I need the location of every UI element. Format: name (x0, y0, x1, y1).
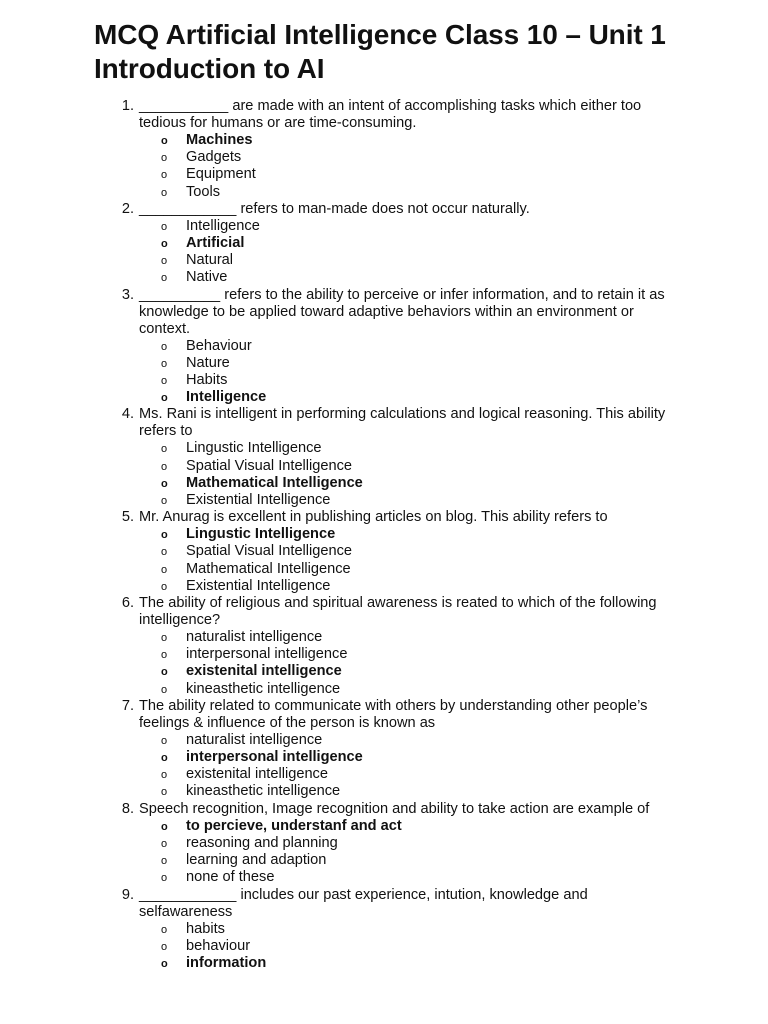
question-text: Speech recognition, Image recognition and ability to take action are example of (139, 800, 650, 817)
option-label: Mathematical Intelligence (186, 474, 363, 491)
question-number: 6. (121, 595, 134, 612)
correct-option (139, 475, 694, 492)
option-label: Native (186, 269, 228, 286)
option-label: to percieve, understanf and act (186, 817, 402, 834)
option-label: Mathematical Intelligence (186, 560, 351, 577)
question-item (94, 287, 694, 407)
option-label: Existential Intelligence (186, 492, 331, 509)
question-text: ____________ includes our past experience, intution, knowledge and selfawareness (139, 886, 588, 920)
circle-bullet-icon: o (161, 169, 168, 182)
circle-bullet-icon: o (161, 529, 168, 542)
option-item (139, 149, 694, 166)
circle-bullet-icon: o (161, 580, 168, 593)
question-number: 2. (121, 200, 134, 217)
option-item (139, 783, 694, 800)
circle-bullet-icon: o (161, 495, 168, 508)
circle-bullet-icon: o (161, 734, 168, 747)
circle-bullet-icon: o (161, 135, 168, 147)
circle-bullet-icon: o (161, 752, 168, 765)
circle-bullet-icon: o (161, 649, 168, 662)
option-label: reasoning and planning (186, 834, 338, 851)
question-number: 9. (121, 886, 134, 903)
correct-option (139, 389, 694, 406)
option-label: learning and adaption (186, 852, 327, 869)
option-label: behaviour (186, 937, 251, 954)
option-label: information (186, 954, 267, 971)
option-item (139, 646, 694, 663)
option-label: Behaviour (186, 337, 252, 354)
circle-bullet-icon: o (161, 392, 168, 405)
option-item (139, 252, 694, 269)
option-label: Lingustic Intelligence (186, 440, 322, 457)
option-list (139, 338, 694, 407)
page-title: MCQ Artificial Intelligence Class 10 – Unit 1 Introduction to AI (94, 19, 666, 84)
option-label: Natural (186, 252, 234, 269)
option-item (139, 921, 694, 938)
circle-bullet-icon: o (161, 957, 168, 970)
option-list (139, 921, 694, 973)
option-item (139, 440, 694, 457)
option-item (139, 766, 694, 783)
option-label: Intelligence (186, 389, 267, 406)
question-text: Mr. Anurag is excellent in publishing articles on blog. This ability refers to (139, 509, 608, 526)
option-item (139, 629, 694, 646)
option-item (139, 492, 694, 509)
question-number: 4. (121, 406, 134, 423)
circle-bullet-icon: o (161, 357, 168, 370)
option-label: Tools (186, 183, 221, 200)
option-label: Lingustic Intelligence (186, 526, 336, 543)
option-item (139, 218, 694, 235)
option-label: Gadgets (186, 149, 242, 166)
correct-option (139, 749, 694, 766)
option-label: Spatial Visual Intelligence (186, 543, 353, 560)
question-item (94, 698, 694, 801)
circle-bullet-icon: o (161, 837, 168, 850)
option-item (139, 338, 694, 355)
circle-bullet-icon: o (161, 340, 168, 353)
question-list (94, 98, 694, 972)
option-list (139, 818, 694, 887)
option-item (139, 561, 694, 578)
option-label: habits (186, 920, 225, 937)
circle-bullet-icon: o (161, 666, 168, 679)
option-label: existenital intelligence (186, 766, 328, 783)
circle-bullet-icon: o (161, 220, 168, 233)
correct-option (139, 818, 694, 835)
question-text: __________ refers to the ability to perceive or infer information, and to retain it as knowledge to be applied toward adaptive behaviors within an environment or context. (139, 286, 665, 337)
option-item (139, 372, 694, 389)
circle-bullet-icon: o (161, 546, 168, 559)
option-item (139, 732, 694, 749)
question-number: 5. (121, 509, 134, 526)
question-number: 8. (121, 800, 134, 817)
circle-bullet-icon: o (161, 238, 168, 251)
option-item (139, 543, 694, 560)
circle-bullet-icon: o (161, 940, 168, 953)
option-label: existenital intelligence (186, 663, 342, 680)
question-item (94, 406, 694, 509)
option-label: Nature (186, 354, 230, 371)
option-label: Artificial (186, 235, 245, 252)
circle-bullet-icon: o (161, 255, 168, 268)
option-label: interpersonal intelligence (186, 646, 348, 663)
circle-bullet-icon: o (161, 563, 168, 576)
document-page (94, 18, 694, 972)
option-list (139, 732, 694, 801)
question-number: 1. (121, 98, 134, 114)
circle-bullet-icon: o (161, 786, 168, 799)
option-list (139, 629, 694, 698)
question-item (94, 201, 694, 287)
question-text: ___________ are made with an intent of accomplishing tasks which either too tedious for humans or are time-consuming. (139, 98, 642, 131)
circle-bullet-icon: o (161, 152, 168, 165)
circle-bullet-icon: o (161, 872, 168, 885)
circle-bullet-icon: o (161, 186, 168, 199)
question-text: The ability of religious and spiritual awareness is reated to which of the following intelligence? (139, 595, 657, 629)
option-label: interpersonal intelligence (186, 749, 363, 766)
circle-bullet-icon: o (161, 769, 168, 782)
question-number: 7. (121, 697, 134, 714)
option-list (139, 526, 694, 595)
correct-option (139, 955, 694, 972)
circle-bullet-icon: o (161, 272, 168, 285)
option-item (139, 355, 694, 372)
circle-bullet-icon: o (161, 375, 168, 388)
correct-option (139, 663, 694, 680)
question-number: 3. (121, 286, 134, 303)
option-item (139, 869, 694, 886)
option-item (139, 184, 694, 201)
question-item (94, 509, 694, 595)
circle-bullet-icon: o (161, 923, 168, 936)
option-item (139, 835, 694, 852)
option-label: Existential Intelligence (186, 577, 331, 594)
option-label: Intelligence (186, 217, 260, 234)
option-label: naturalist intelligence (186, 731, 323, 748)
option-list (139, 440, 694, 509)
circle-bullet-icon: o (161, 855, 168, 868)
question-item (94, 801, 694, 887)
question-item (94, 887, 694, 973)
question-text: Ms. Rani is intelligent in performing calculations and logical reasoning. This ability refers to (139, 406, 666, 440)
circle-bullet-icon: o (161, 443, 168, 456)
correct-option (139, 235, 694, 252)
circle-bullet-icon: o (161, 460, 168, 473)
option-item (139, 166, 694, 183)
option-item (139, 458, 694, 475)
option-item (139, 269, 694, 286)
option-label: naturalist intelligence (186, 629, 323, 646)
correct-option (139, 526, 694, 543)
option-label: Habits (186, 372, 228, 389)
option-label: kineasthetic intelligence (186, 783, 341, 800)
question-text: ____________ refers to man-made does not occur naturally. (139, 200, 530, 217)
option-label: Spatial Visual Intelligence (186, 457, 353, 474)
option-item (139, 938, 694, 955)
circle-bullet-icon: o (161, 632, 168, 645)
circle-bullet-icon: o (161, 820, 168, 833)
option-list (139, 132, 694, 201)
option-label: Machines (186, 132, 253, 148)
question-item (94, 595, 694, 698)
circle-bullet-icon: o (161, 683, 168, 696)
option-item (139, 578, 694, 595)
option-label: kineasthetic intelligence (186, 680, 341, 697)
question-item (94, 98, 694, 201)
option-item (139, 681, 694, 698)
option-item (139, 852, 694, 869)
circle-bullet-icon: o (161, 477, 168, 490)
option-label: none of these (186, 869, 275, 886)
option-label: Equipment (186, 166, 256, 183)
correct-option (139, 132, 694, 149)
option-list (139, 218, 694, 287)
question-text: The ability related to communicate with others by understanding other people’s feelings & influence of the person is known as (139, 697, 648, 731)
